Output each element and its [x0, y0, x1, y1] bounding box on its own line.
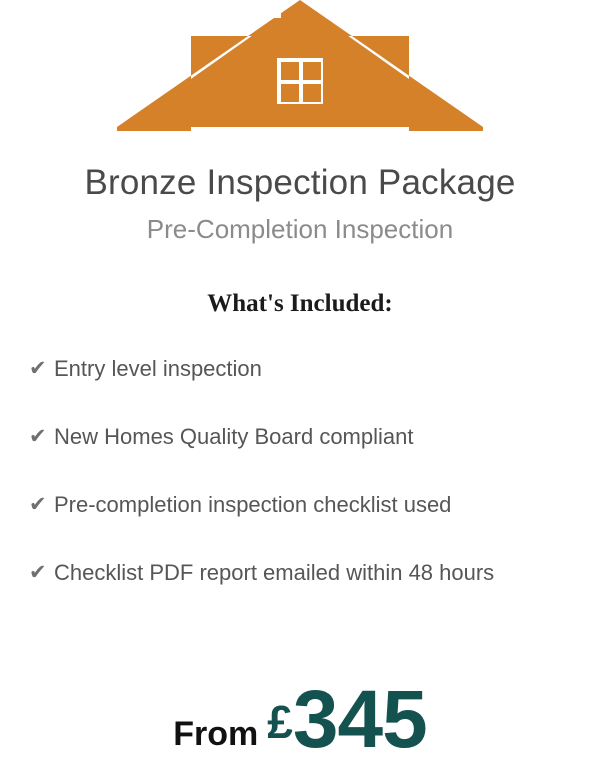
- page-subtitle: Pre-Completion Inspection: [146, 214, 454, 244]
- logo: [0, 0, 600, 140]
- feature-label: Pre-completion inspection checklist used: [54, 492, 452, 517]
- page-title: Bronze Inspection Package: [84, 163, 516, 202]
- check-mark-icon: ✔: [29, 357, 47, 380]
- price-prefix: From: [173, 715, 259, 753]
- check-mark-icon: ✔: [29, 493, 47, 516]
- feature-label: Checklist PDF report emailed within 48 hours: [54, 560, 495, 585]
- check-mark-icon: ✔: [29, 561, 47, 584]
- price-amount: 345: [292, 673, 427, 765]
- feature-list: [0, 345, 600, 597]
- house-roof-icon: [117, 0, 483, 131]
- list-item: [20, 549, 592, 597]
- list-item: [20, 413, 592, 461]
- list-item: [20, 345, 592, 393]
- included-heading: What's Included:: [207, 290, 393, 317]
- price-block: [0, 673, 600, 765]
- check-mark-icon: ✔: [29, 425, 47, 448]
- feature-label: New Homes Quality Board compliant: [54, 424, 414, 449]
- list-item: [20, 481, 592, 529]
- feature-label: Entry level inspection: [54, 356, 262, 381]
- currency-symbol: £: [267, 696, 293, 748]
